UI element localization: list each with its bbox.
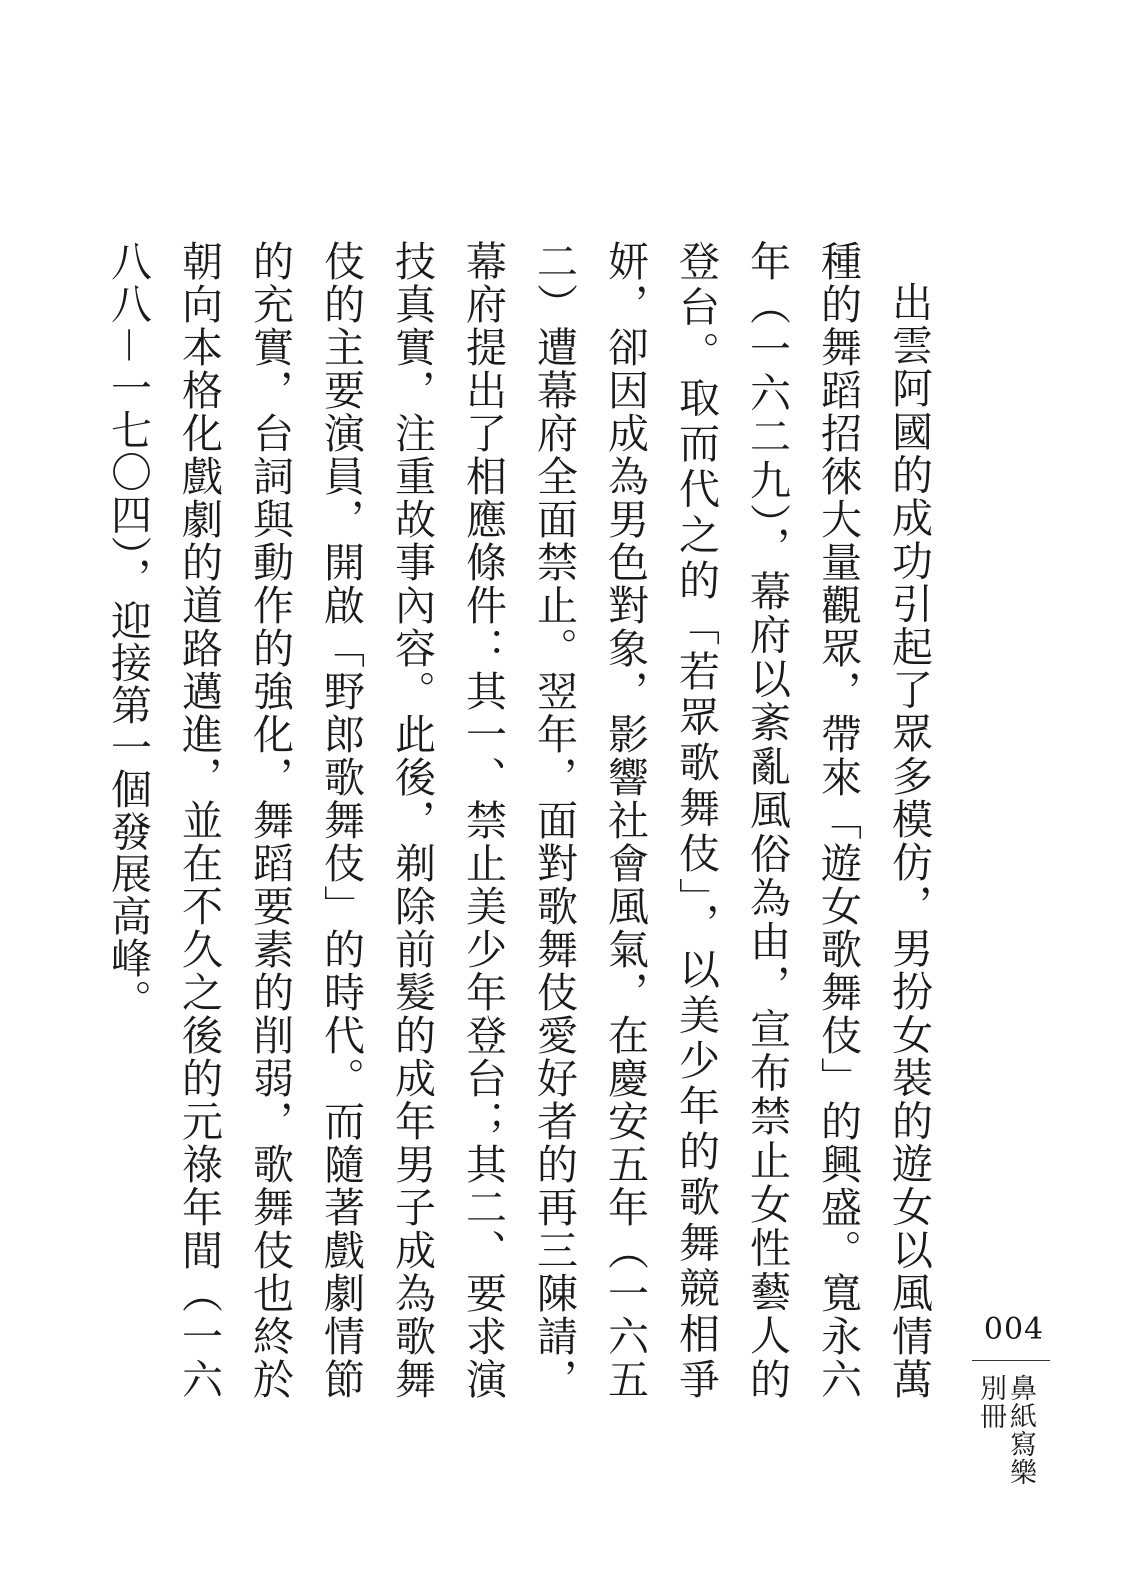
book-subtitle: 別冊 (975, 1374, 1006, 1430)
body-paragraph: 出雲阿國的成功引起了眾多模仿，男扮女裝的遊女以風情萬種的舞蹈招徠大量觀眾，帶來「遊女歌舞伎」的興盛。寬永六年（一六二九），幕府以紊亂風俗為由，宣布禁止女性藝人的登台。取而代之的「若眾歌舞伎」，以美少年的歌舞競相爭妍，卻因成為男色對象，影響社會風氣，在慶安五年（一六五二）遭幕府全面禁止。翌年，面對歌舞伎愛好者的再三陳請，幕府提出了相應條件：其一、禁止美少年登台；其二、要求演技真實，注重故事內容。此後，剃除前髮的成年男子成為歌舞伎的主要演員，開啟「野郎歌舞伎」的時代。而隨著戲劇情節的充實，台詞與動作的強化，舞蹈要素的削弱，歌舞伎也終於朝向本格化戲劇的道路邁進，並在不久之後的元祿年間（一六八八－一七〇四），迎接第一個發展高峰。 (104, 240, 933, 1400)
book-title: 鼻紙寫樂 (1005, 1374, 1036, 1486)
header-divider (972, 1360, 1050, 1361)
main-text-column (104, 240, 944, 1400)
page-number: 004 (983, 1312, 1045, 1347)
